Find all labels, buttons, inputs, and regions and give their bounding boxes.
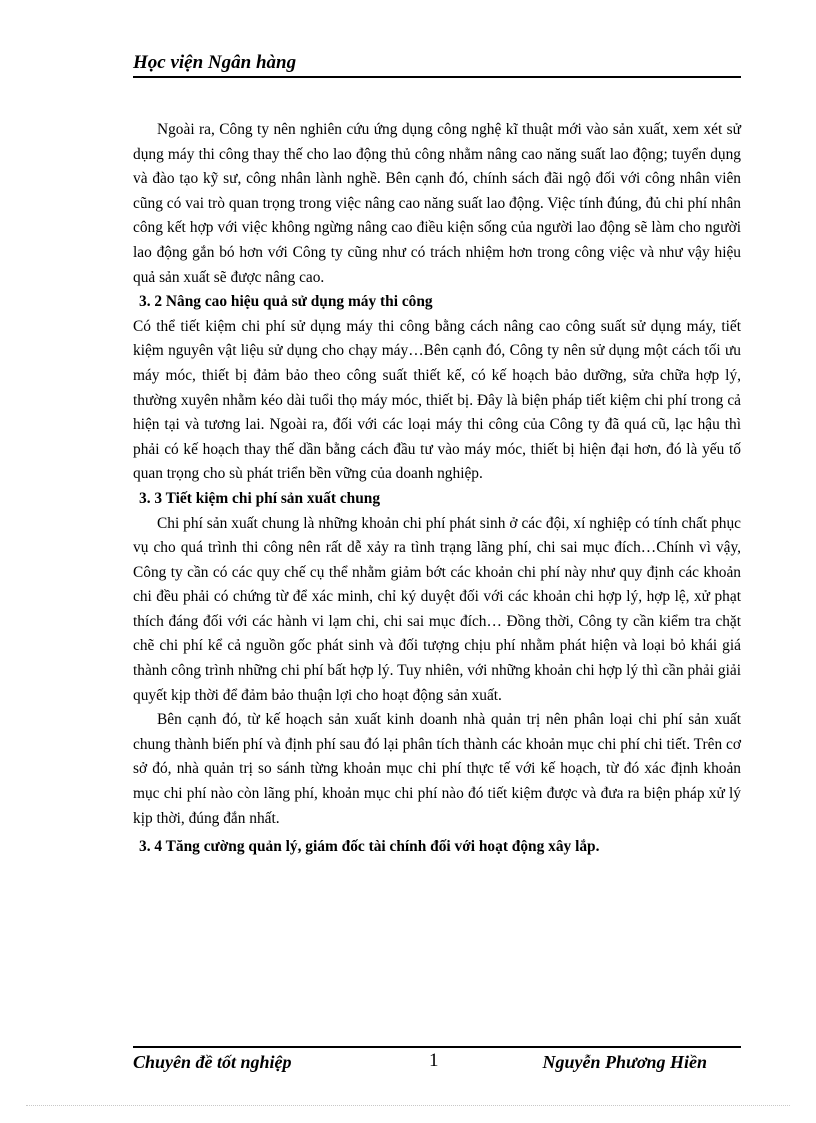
footer-document-type: Chuyên đề tốt nghiệp bbox=[133, 1052, 292, 1072]
section-heading-3-3: 3. 3 Tiết kiệm chi phí sản xuất chung bbox=[139, 489, 381, 507]
footer-author: Nguyễn Phương Hiền bbox=[542, 1052, 707, 1072]
page-header bbox=[133, 52, 741, 78]
section-heading-3-4: 3. 4 Tăng cường quản lý, giám đốc tài chính đối với hoạt động xây lắp. bbox=[139, 838, 600, 856]
document-body bbox=[133, 118, 741, 860]
paragraph-cost-analysis: Bên cạnh đó, từ kế hoạch sản xuất kinh doanh nhà quản trị nên phân loại chi phí sản xuất chung thành biến phí và định phí sau đó lại phân tích thành các khoản mục chi phí chi tiết. Trên cơ sở đó, nhà quản trị so sánh từng khoản mục chi phí thực tế với kế hoạch, từ đó xác định khoản mục chi phí nào còn lãng phí, khoản mục chi phí nào đó tiết kiệm được và đưa ra biện pháp xử lý kịp thời, đúng đắn nhất. bbox=[133, 711, 741, 827]
header-title: Học viện Ngân hàng bbox=[133, 52, 297, 73]
paragraph-machine-efficiency: Có thể tiết kiệm chi phí sử dụng máy thi công bằng cách nâng cao công suất sử dụng máy, tiết kiệm nguyên vật liệu sử dụng cho chạy máy…Bên cạnh đó, Công ty nên sử dụng một cách tối ưu máy móc, thiết bị đảm bảo theo công suất thiết kế, có kế hoạch bảo dưỡng, sửa chữa hợp lý, thường xuyên nhằm kéo dài tuổi thọ máy móc, thiết bị. Đây là biện pháp tiết kiệm chi phí trong cả hiện tại và tương lai. Ngoài ra, đối với các loại máy thi công của Công ty đã quá cũ, lạc hậu thì phải có kế hoạch thay thế dần bằng cách đầu tư vào máy móc, thiết bị hiện đại hơn, đó là yếu tố quan trọng cho sù phát triển bền vững của doanh nghiệp. bbox=[133, 317, 741, 483]
section-heading-3-2: 3. 2 Nâng cao hiệu quả sử dụng máy thi công bbox=[139, 293, 433, 311]
paragraph-intro: Ngoài ra, Công ty nên nghiên cứu ứng dụng công nghệ kĩ thuật mới vào sản xuất, xem xét sử dụng máy thi công thay thế cho lao động thủ công nhằm nâng cao năng suất lao động; tuyển dụng và đào tạo kỹ sư, công nhân lành nghề. Bên cạnh đó, chính sách đãi ngộ đối với công nhân viên cũng có vai trò quan trọng trong việc nâng cao năng suất lao động. Việc tính đúng, đủ chi phí nhân công kết hợp với việc không ngừng nâng cao điều kiện sống của người lao động sẽ làm cho người lao động gắn bó hơn với Công ty cũng như có trách nhiệm hơn trong công việc và như vậy hiệu quả sản xuất sẽ được nâng cao. bbox=[133, 121, 741, 286]
paragraph-general-costs: Chi phí sản xuất chung là những khoản chi phí phát sinh ở các đội, xí nghiệp có tính chất phục vụ cho quá trình thi công nên rất dễ xảy ra tình trạng lãng phí, chi sai mục đích…Chính vì vậy, Công ty cần có các quy chế cụ thể nhằm giảm bớt các khoản chi phí này như quy định các khoản chi đều phải có chứng từ để xác minh, chỉ ký duyệt đối với các khoản chi hợp lý, hợp lệ, xử phạt thích đáng đối với các hành vi lạm chi, chi sai mục đích… Đồng thời, Công ty cần kiểm tra chặt chẽ chi phí kể cả nguồn gốc phát sinh và đối tượng chịu phí nhằm phát hiện và loại bỏ khái giá thành công trình những chi phí bất hợp lý. Tuy nhiên, với những khoản chi hợp lý thì cần phải giải quyết kịp thời để đảm bảo thuận lợi cho hoạt động sản xuất. bbox=[133, 514, 741, 704]
page-footer bbox=[133, 1046, 741, 1078]
page-number: 1 bbox=[429, 1050, 439, 1071]
page-boundary-line bbox=[26, 1105, 790, 1106]
